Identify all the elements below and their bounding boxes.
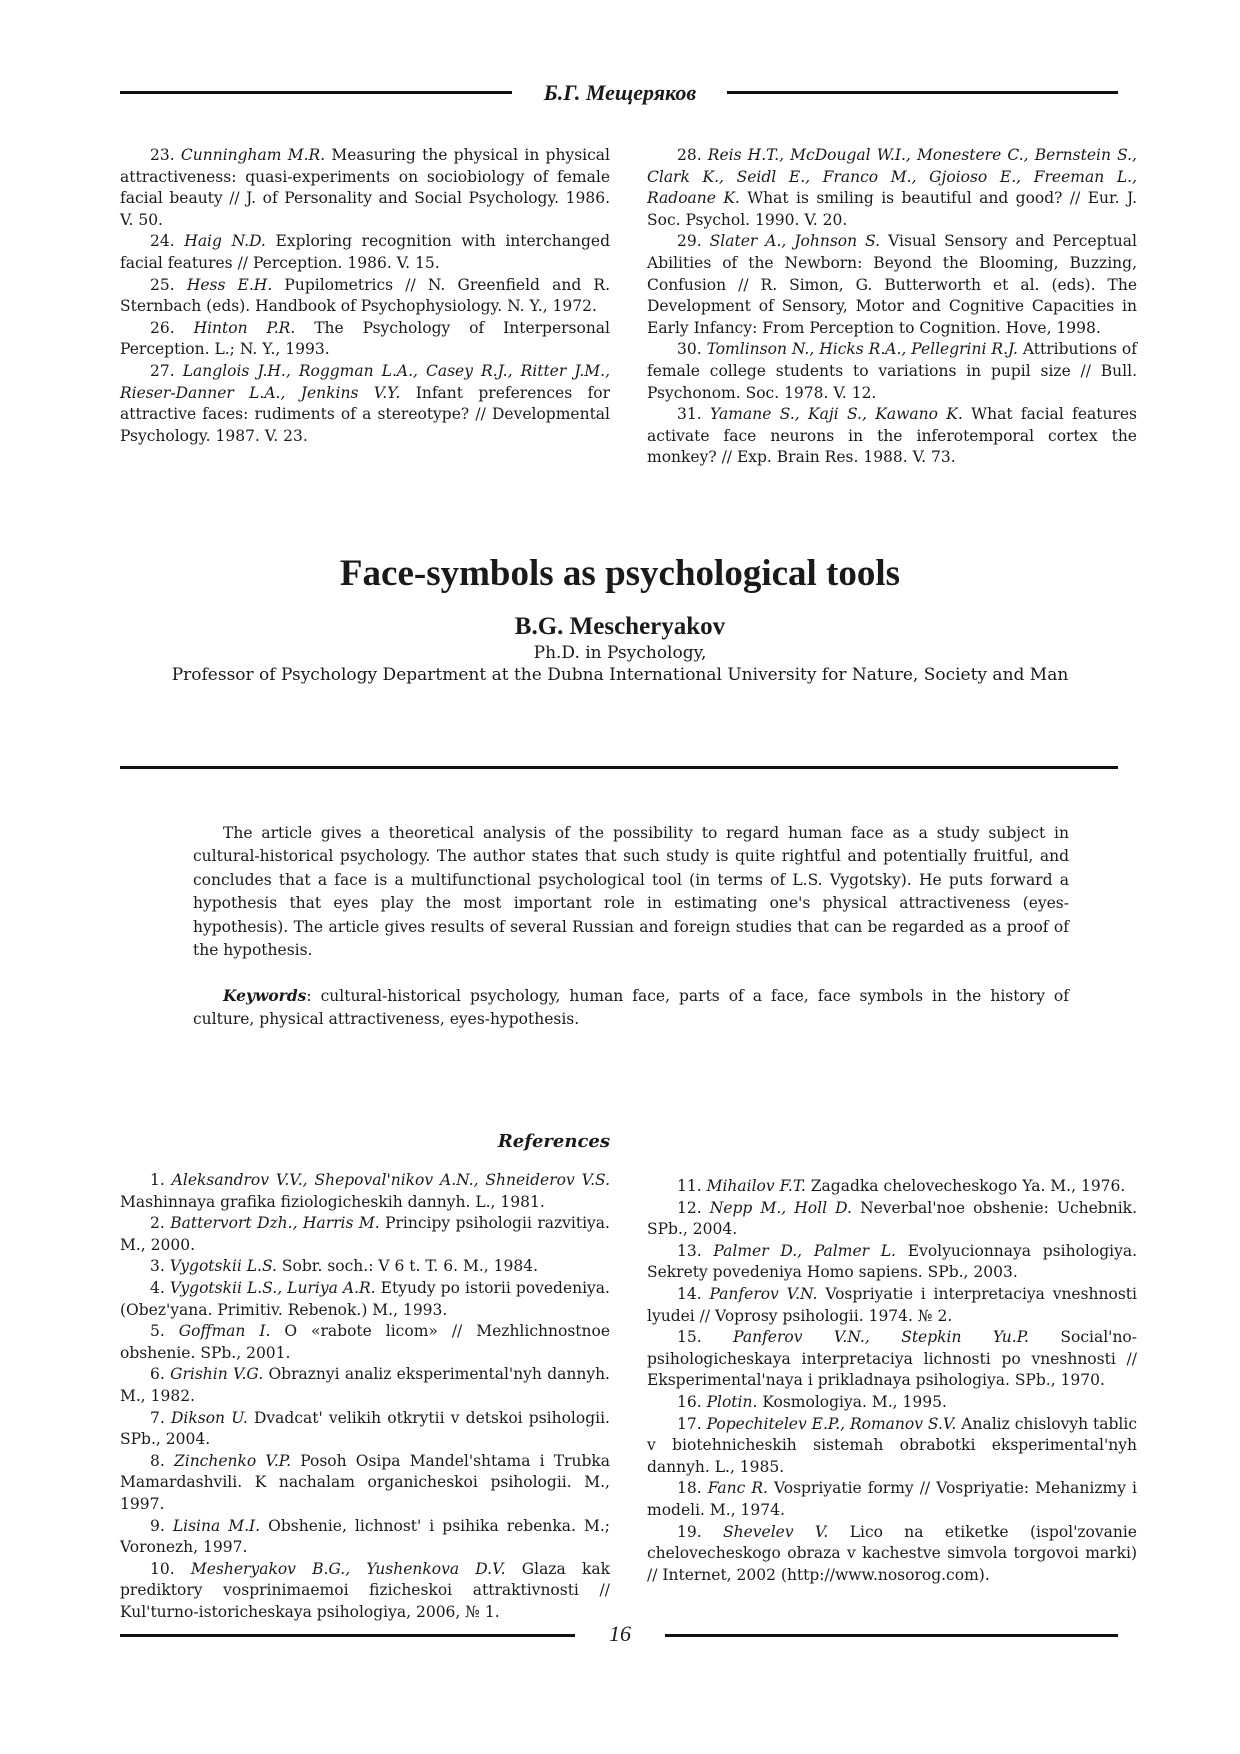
reference-item: 31. Yamane S., Kaji S., Kawano K. What facial features activate face neurons in the inferotemporal cortex the monkey? // Exp. Brain Res. 1988. V. 73. bbox=[647, 405, 1137, 467]
page-number: 16 bbox=[609, 1621, 631, 1646]
reference-item: 12. Nepp M., Holl D. Neverbal'noe obshenie: Uchebnik. SPb., 2004. bbox=[647, 1198, 1137, 1239]
reference-item: 23. Cunningham M.R. Measuring the physical in physical attractiveness: quasi-experiments on sociobiology of female facial beauty // J. of Personality and Social Psychology. 1986. V. 50. bbox=[120, 146, 610, 229]
reference-item: 4. Vygotskii L.S., Luriya A.R. Etyudy po istorii povedeniya. (Obez'yana. Primitiv. Rebenok.) M., 1993. bbox=[120, 1278, 610, 1319]
reference-item: 15. Panferov V.N., Stepkin Yu.P. Social'no-psihologicheskaya interpretaciya lichnosti po vneshnosti // Eksperimental'naya i prikladnaya psihologiya. SPb., 1970. bbox=[647, 1328, 1137, 1390]
reference-item: 8. Zinchenko V.P. Posoh Osipa Mandel'shtama i Trubka Mamardashvili. K nachalam organicheskoi psihologii. M., 1997. bbox=[120, 1451, 611, 1513]
reference-item: 30. Tomlinson N., Hicks R.A., Pellegrini R.J. Attributions of female college students to variations in pupil size // Bull. Psychonom. Soc. 1978. V. 12. bbox=[647, 340, 1137, 402]
keywords-label: Keywords bbox=[223, 986, 307, 1005]
reference-item: 9. Lisina M.I. Obshenie, lichnost' i psihika rebenka. M.; Voronezh, 1997. bbox=[120, 1516, 610, 1557]
keywords-paragraph bbox=[193, 984, 1069, 1032]
top-refs-left-column bbox=[120, 145, 610, 447]
abstract-text: The article gives a theoretical analysis of the possibility to regard human face as a study subject in cultural-historical psychology. The author states that such study is quite rightful and potentially fruitful, and concludes that a face is a multifunctional psychological tool (in terms of L.S. Vygotsky). He puts forward a hypothesis that eyes play the most important role in estimating one's physical attractiveness (eyes-hypothesis). The article gives results of several Russian and foreign studies that can be regarded as a proof of the hypothesis. bbox=[193, 824, 1069, 960]
references-left-column bbox=[120, 1128, 610, 1623]
reference-item: 27. Langlois J.H., Roggman L.A., Casey R.J., Ritter J.M., Rieser-Danner L.A., Jenkins V.Y. Infant preferences for attractive faces: rudiments of a stereotype? // Developmental Psychology. 1987. V. 23. bbox=[120, 361, 610, 445]
reference-item: 3. Vygotskii L.S. Sobr. soch.: V 6 t. T. 6. M., 1984. bbox=[150, 1257, 538, 1276]
author-position: Professor of Psychology Department at the Dubna International University for Nature, Society and Man bbox=[171, 665, 1069, 685]
reference-item: 6. Grishin V.G. Obraznyi analiz eksperimental'nyh dannyh. M., 1982. bbox=[120, 1365, 610, 1405]
author-degree: Ph.D. in Psychology, bbox=[533, 643, 707, 663]
reference-item: 24. Haig N.D. Exploring recognition with interchanged facial features // Perception. 1986. V. 15. bbox=[120, 232, 610, 272]
article-author: B.G. Mescheryakov bbox=[514, 613, 726, 640]
abstract-block bbox=[193, 822, 1069, 962]
reference-item: 10. Mesheryakov B.G., Yushenkova D.V. Glaza kak prediktory vosprinimaemoi fizicheskoi attraktivnosti // Kul'turno-istoricheskaya psihologiya, 2006, № 1. bbox=[120, 1559, 610, 1621]
reference-item: 19. Shevelev V. Lico na etiketke (ispol'zovanie chelovecheskogo obraza v kachestve simvola torgovoi marki) // Internet, 2002 (http://www.nosorog.com). bbox=[647, 1522, 1137, 1584]
reference-item: 29. Slater A., Johnson S. Visual Sensory and Perceptual Abilities of the Newborn: Beyond the Blooming, Buzzing, Confusion // R. Simon, G. Butterworth et al. (eds). The Development of Sensory, Motor and Cognitive Capacities in Early Infancy: From Perception to Cognition. Hove, 1998. bbox=[647, 232, 1137, 337]
header-rule-right bbox=[727, 91, 1118, 94]
top-refs-right-column bbox=[647, 145, 1137, 469]
reference-item: 26. Hinton P.R. The Psychology of Interpersonal Perception. L.; N. Y., 1993. bbox=[120, 318, 611, 359]
keywords-text: : cultural-historical psychology, human face, parts of a face, face symbols in the history of culture, physical attractiveness, eyes-hypothesis. bbox=[193, 987, 1069, 1029]
footer-rule-right bbox=[665, 1634, 1118, 1637]
footer-rule-left bbox=[120, 1634, 575, 1637]
reference-item: 5. Goffman I. O «rabote licom» // Mezhlichnostnoe obshenie. SPb., 2001. bbox=[120, 1322, 610, 1362]
reference-item: 11. Mihailov F.T. Zagadka chelovecheskogo Ya. M., 1976. bbox=[677, 1177, 1126, 1195]
title-divider-rule bbox=[120, 766, 1118, 769]
keywords-block bbox=[193, 984, 1069, 1032]
references-right-column bbox=[647, 1176, 1137, 1586]
reference-item: 7. Dikson U. Dvadcat' velikih otkrytii v detskoi psihologii. SPb., 2004. bbox=[120, 1408, 610, 1449]
running-head: Б.Г. Мещеряков bbox=[543, 80, 697, 105]
reference-item: 1. Aleksandrov V.V., Shepoval'nikov A.N., Shneiderov V.S. Mashinnaya grafika fiziologicheskih dannyh. L., 1981. bbox=[120, 1171, 610, 1211]
reference-item: 28. Reis H.T., McDougal W.I., Monestere C., Bernstein S., Clark K., Seidl E., Franco M., Gjoioso E., Freeman L., Radoane K. What is smiling is beautiful and good? // Eur. J. Soc. Psychol. 1990. V. 20. bbox=[647, 146, 1137, 229]
reference-item: 2. Battervort Dzh., Harris M. Principy psihologii razvitiya. M., 2000. bbox=[120, 1214, 610, 1254]
reference-item: 17. Popechitelev E.P., Romanov S.V. Analiz chislovyh tablic v biotehnicheskih sistemah obrabotki eksperimental'nyh dannyh. L., 1985. bbox=[647, 1414, 1137, 1476]
reference-item: 14. Panferov V.N. Vospriyatie i interpretaciya vneshnosti lyudei // Voprosy psihologii. 1974. № 2. bbox=[647, 1284, 1137, 1325]
reference-item: 25. Hess E.H. Pupilometrics // N. Greenfield and R. Sternbach (eds). Handbook of Psychophysiology. N. Y., 1972. bbox=[120, 275, 611, 316]
reference-item: 13. Palmer D., Palmer L. Evolyucionnaya psihologiya. Sekrety povedeniya Homo sapiens. SPb., 2003. bbox=[647, 1241, 1138, 1282]
article-title: Face-symbols as psychological tools bbox=[339, 553, 901, 594]
reference-item: 16. Plotin. Kosmologiya. M., 1995. bbox=[677, 1392, 947, 1411]
reference-item: 18. Fanc R. Vospriyatie formy // Vospriyatie: Mehanizmy i modeli. M., 1974. bbox=[647, 1479, 1137, 1519]
references-heading: References bbox=[497, 1131, 610, 1152]
